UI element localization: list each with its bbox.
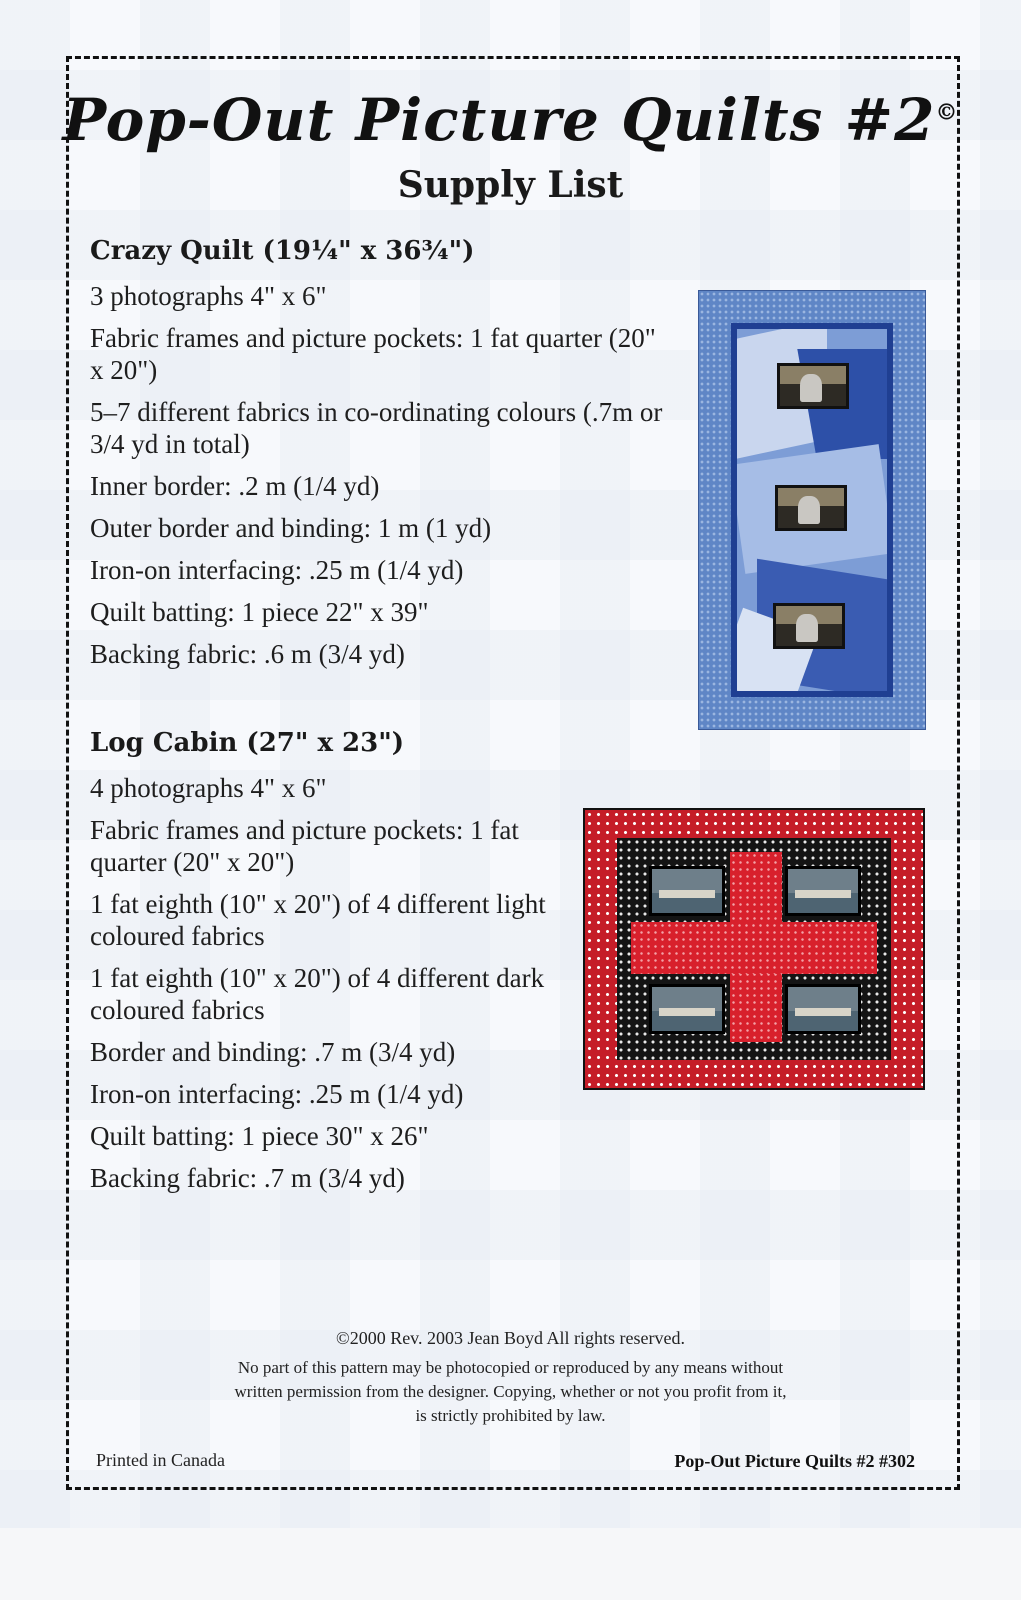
page-bottom-margin xyxy=(0,1528,1021,1600)
list-item: Fabric frames and picture pockets: 1 fat quarter (20" x 20") xyxy=(90,815,519,877)
list-item: Backing fabric: .7 m (3/4 yd) xyxy=(90,1163,405,1193)
crazy-quilt-section xyxy=(90,236,670,680)
crazy-quilt-center-panel xyxy=(731,323,893,697)
quilt-picture-pocket xyxy=(649,984,725,1034)
log-cabin-supply-list xyxy=(90,772,570,1194)
list-item: Quilt batting: 1 piece 30" x 26" xyxy=(90,1121,429,1151)
list-item: Backing fabric: .6 m (3/4 yd) xyxy=(90,639,405,669)
crazy-quilt-photo xyxy=(699,291,925,729)
copyright-mark: © xyxy=(935,99,959,126)
crazy-quilt-heading: Crazy Quilt (19¼" x 36¾") xyxy=(90,236,475,266)
list-item: 1 fat eighth (10" x 20") of 4 different dark coloured fabrics xyxy=(90,963,545,1025)
list-item: Quilt batting: 1 piece 22" x 39" xyxy=(90,597,429,627)
list-item: 1 fat eighth (10" x 20") of 4 different light coloured fabrics xyxy=(90,889,546,951)
quilt-picture-pocket xyxy=(773,603,845,649)
list-item: Inner border: .2 m (1/4 yd) xyxy=(90,471,380,501)
log-cabin-section xyxy=(90,728,570,1204)
title-text: Pop-Out Picture Quilts #2 xyxy=(62,86,936,154)
quilt-picture-pocket xyxy=(775,485,847,531)
log-cabin-quilt-photo xyxy=(585,810,923,1088)
list-item: Iron-on interfacing: .25 m (1/4 yd) xyxy=(90,555,464,585)
page-title xyxy=(0,86,1021,154)
list-item: 5–7 different fabrics in co-ordinating colours (.7m or 3/4 yd in total) xyxy=(90,397,663,459)
log-cabin-inner-border xyxy=(617,838,891,1060)
list-item: 4 photographs 4" x 6" xyxy=(90,773,327,803)
log-cabin-heading: Log Cabin (27" x 23") xyxy=(90,728,405,758)
quilt-picture-pocket xyxy=(785,984,861,1034)
quilt-picture-pocket xyxy=(785,866,861,916)
fabric-cross-horizontal xyxy=(631,922,877,974)
pattern-id-label: Pop-Out Picture Quilts #2 #302 xyxy=(674,1451,915,1471)
list-item: Iron-on interfacing: .25 m (1/4 yd) xyxy=(90,1079,464,1109)
quilt-picture-pocket xyxy=(649,866,725,916)
crazy-quilt-supply-list xyxy=(90,280,670,670)
list-item: Border and binding: .7 m (3/4 yd) xyxy=(90,1037,456,1067)
list-item: 3 photographs 4" x 6" xyxy=(90,281,327,311)
list-item: Outer border and binding: 1 m (1 yd) xyxy=(90,513,492,543)
copyright-block xyxy=(0,1326,1021,1428)
page-subtitle: Supply List xyxy=(397,164,624,206)
list-item: Fabric frames and picture pockets: 1 fat quarter (20" x 20") xyxy=(90,323,656,385)
copyright-notice: No part of this pattern may be photocopied or reproduced by any means without written permission from the designer. Copying, whether or not you profit from it, is strictly prohibited by law. xyxy=(234,1358,787,1425)
printed-in-label: Printed in Canada xyxy=(96,1450,225,1470)
copyright-line: ©2000 Rev. 2003 Jean Boyd All rights reserved. xyxy=(336,1328,685,1348)
quilt-picture-pocket xyxy=(777,363,849,409)
